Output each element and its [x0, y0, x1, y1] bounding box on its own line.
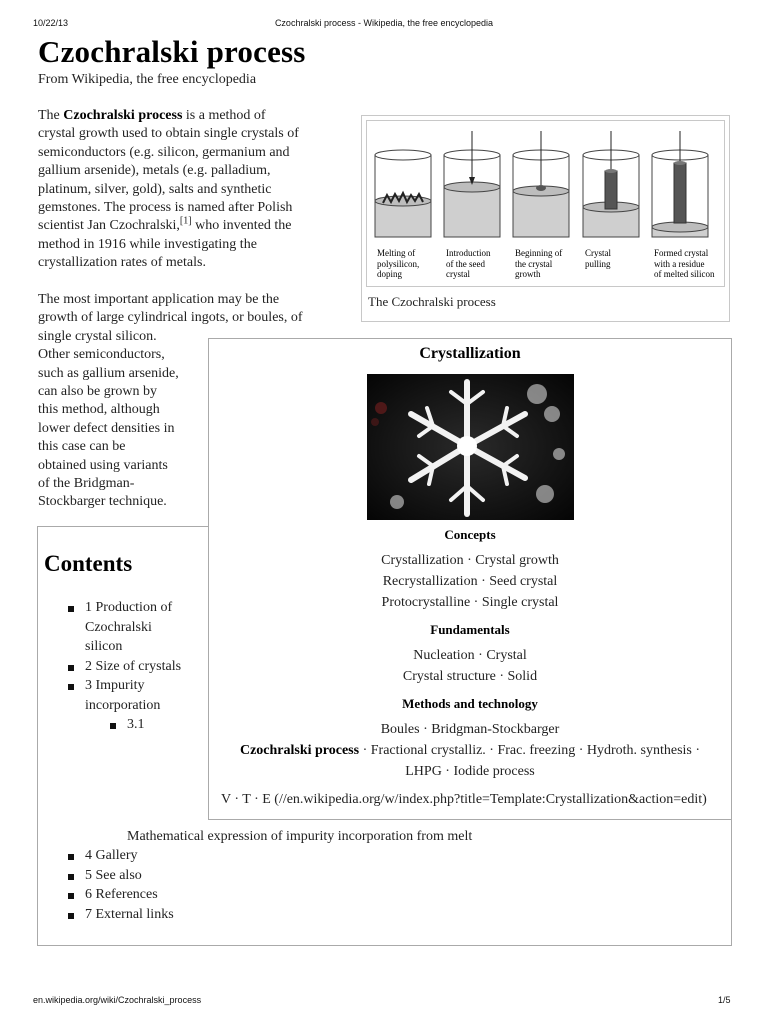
- stage-growth-start: [507, 121, 577, 286]
- navbox-list-methods[interactable]: Boules · Bridgman-Stockbarger: [380, 722, 560, 737]
- navbox-list-concepts[interactable]: Recrystallization · Seed crystal: [382, 574, 558, 589]
- current-article-bold: Czochralski process: [239, 743, 360, 758]
- bold-term: Czochralski process: [63, 108, 183, 123]
- navbox-list-concepts[interactable]: Protocrystalline · Single crystal: [381, 595, 559, 610]
- intro-paragraph: The Czochralski process is a method of crystal growth used to obtain single crystals of semiconductors (e.g. silicon, germanium and gallium arsenide), metals (e.g. palladium, platinum, silver, gold), salts and synthetic gemstones. The process is named after Polish scientist Jan Czochralski,[1] who invented the method in 1916 while investigating the crystallization rates of metals.: [38, 108, 299, 271]
- crucible-melting-icon: [369, 131, 435, 241]
- stage-melting: [369, 121, 439, 286]
- bullet: [68, 913, 74, 919]
- page-title: Czochralski process: [38, 34, 306, 69]
- bullet: [68, 893, 74, 899]
- stage-formed: [646, 121, 716, 286]
- navbox-list-methods[interactable]: Czochralski process · Fractional crystalliz. · Frac. freezing · Hydroth. synthesis ·: [239, 743, 701, 758]
- toc-item-references[interactable]: 6 References: [85, 887, 158, 902]
- navbox-group-methods: Methods and technology: [402, 696, 538, 711]
- page-subtitle: From Wikipedia, the free encyclopedia: [38, 72, 257, 87]
- navbox-list-fundamentals[interactable]: Nucleation · Crystal: [413, 648, 527, 663]
- stage-seed: [438, 121, 508, 286]
- crucible-growth-icon: [507, 131, 573, 241]
- stage-caption: Introduction of the seed crystal: [446, 248, 491, 279]
- toc-title: Contents: [44, 551, 133, 576]
- bullet: [68, 606, 74, 612]
- stage-pulling: [577, 121, 647, 286]
- toc-item-external-links[interactable]: 7 External links: [85, 907, 174, 922]
- print-page-title: Czochralski process - Wikipedia, the free encyclopedia: [274, 18, 494, 28]
- stage-caption: Beginning of the crystal growth: [515, 248, 563, 279]
- bullet: [68, 854, 74, 860]
- navbox-list-fundamentals[interactable]: Crystal structure · Solid: [402, 669, 538, 684]
- print-date: 10/22/13: [33, 18, 69, 28]
- stage-caption: Formed crystal with a residue of melted silicon: [654, 248, 715, 279]
- bullet: [68, 665, 74, 671]
- figure-caption: The Czochralski process: [368, 294, 496, 309]
- bullet: [68, 874, 74, 880]
- stage-caption: Melting of polysilicon, doping: [377, 248, 420, 279]
- print-page-number: 1/5: [718, 995, 731, 1005]
- navbox-vte-links[interactable]: V · T · E (//en.wikipedia.org/w/index.php?title=Template:Crystallization&action=edit): [221, 792, 707, 807]
- navbox-title: Crystallization: [419, 345, 521, 362]
- crucible-pulling-icon: [577, 131, 643, 241]
- print-url: en.wikipedia.org/wiki/Czochralski_process: [33, 995, 202, 1005]
- process-diagram: [366, 120, 725, 287]
- bullet: [110, 723, 116, 729]
- toc-item-production[interactable]: 1 Production of Czochralski silicon: [85, 600, 173, 654]
- process-figure: [361, 115, 730, 322]
- reference-link[interactable]: [1]: [179, 215, 192, 227]
- stage-caption: Crystal pulling: [585, 248, 611, 269]
- toc-item-size[interactable]: 2 Size of crystals: [85, 659, 182, 674]
- toc-item-see-also[interactable]: 5 See also: [85, 868, 142, 883]
- crucible-formed-icon: [646, 131, 712, 241]
- application-paragraph: The most important application may be the growth of large cylindrical ingots, or boules, of single crystal silicon. Other semiconductors, such as gallium arsenide, can also be grown by this method, although lower defect densities in this case can be obtained using variants of the Bridgman- Stockbarger technique.: [38, 292, 303, 510]
- navbox-group-fundamentals: Fundamentals: [430, 622, 510, 637]
- crucible-seed-icon: [438, 131, 504, 241]
- toc-subitem-text[interactable]: Mathematical expression of impurity incorporation from melt: [127, 829, 473, 844]
- toc-item-impurity[interactable]: 3 Impurity incorporation: [85, 678, 161, 713]
- bullet: [68, 684, 74, 690]
- snow-crystal-image: [367, 374, 574, 520]
- navbox-list-methods[interactable]: LHPG · Iodide process: [405, 764, 535, 779]
- toc-item-gallery[interactable]: 4 Gallery: [85, 848, 138, 863]
- toc-subitem-number[interactable]: 3.1: [127, 717, 145, 732]
- navbox-list-concepts[interactable]: Crystallization · Crystal growth: [381, 553, 559, 568]
- crystallization-navbox: [208, 338, 732, 820]
- navbox-group-concepts: Concepts: [444, 527, 496, 542]
